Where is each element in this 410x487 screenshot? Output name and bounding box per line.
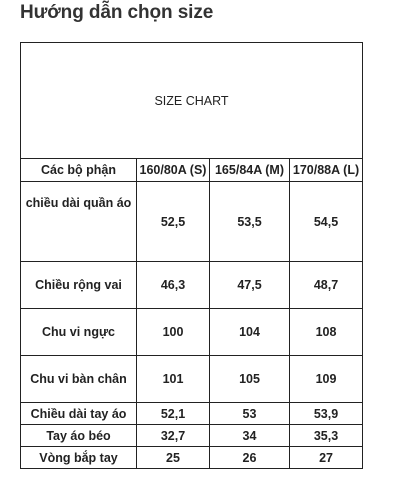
header-cell-size-m: 165/84A (M)	[210, 159, 290, 182]
cell-value: 34	[210, 425, 290, 447]
cell-value: 26	[210, 447, 290, 469]
size-chart-caption: SIZE CHART	[21, 43, 363, 159]
cell-value: 46,3	[137, 262, 210, 309]
cell-value: 53	[210, 403, 290, 425]
cell-value: 108	[290, 309, 363, 356]
cell-value: 27	[290, 447, 363, 469]
row-label: Chu vi bàn chân	[21, 356, 137, 403]
cell-value: 105	[210, 356, 290, 403]
cell-value: 52,1	[137, 403, 210, 425]
table-row	[21, 182, 363, 262]
row-label: Tay áo béo	[21, 425, 137, 447]
cell-value: 109	[290, 356, 363, 403]
header-cell-size-l: 170/88A (L)	[290, 159, 363, 182]
cell-value: 100	[137, 309, 210, 356]
header-cell-parts: Các bộ phận	[21, 159, 137, 182]
table-row	[21, 262, 363, 309]
size-chart-table	[20, 42, 363, 469]
cell-value: 48,7	[290, 262, 363, 309]
table-row	[21, 447, 363, 469]
cell-value: 35,3	[290, 425, 363, 447]
cell-value: 25	[137, 447, 210, 469]
table-row	[21, 425, 363, 447]
table-row	[21, 309, 363, 356]
table-row	[21, 403, 363, 425]
cell-value: 47,5	[210, 262, 290, 309]
cell-value: 52,5	[137, 182, 210, 262]
cell-value: 101	[137, 356, 210, 403]
row-label: Chiều rộng vai	[21, 262, 137, 309]
row-label: Vòng bắp tay	[21, 447, 137, 469]
cell-value: 53,9	[290, 403, 363, 425]
cell-value: 104	[210, 309, 290, 356]
header-cell-size-s: 160/80A (S)	[137, 159, 210, 182]
header-row	[21, 159, 363, 182]
cell-value: 53,5	[210, 182, 290, 262]
cell-value: 32,7	[137, 425, 210, 447]
page-heading: Hướng dẫn chọn size	[20, 2, 214, 23]
caption-row	[21, 43, 363, 159]
cell-value: 54,5	[290, 182, 363, 262]
row-label: Chu vi ngực	[21, 309, 137, 356]
table-row	[21, 356, 363, 403]
row-label: chiều dài quần áo	[21, 182, 137, 262]
row-label: Chiều dài tay áo	[21, 403, 137, 425]
